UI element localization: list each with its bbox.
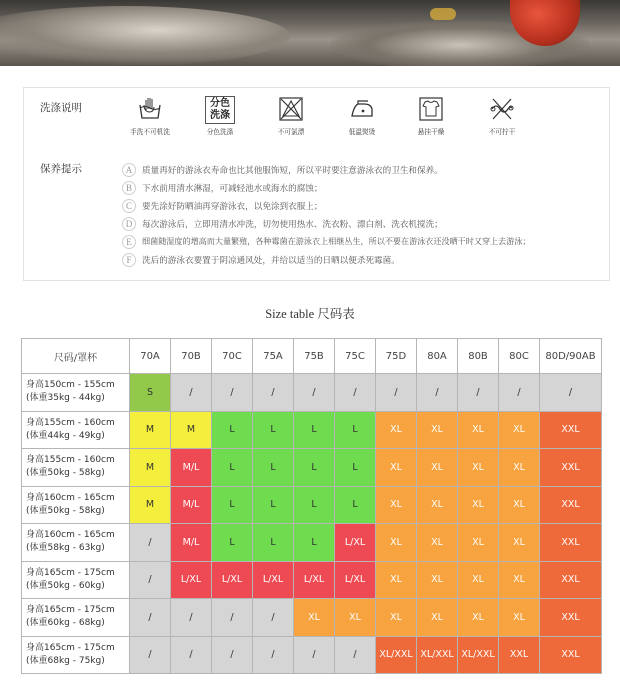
size-cell: L [335,449,376,487]
wash-icon-item [120,96,180,137]
size-cell: XL/XXL [417,636,458,674]
hero-photo [0,0,620,66]
cup-size-header: 80A [417,339,458,374]
size-cell: / [335,374,376,412]
row-label-cell [22,374,130,412]
size-cell: / [253,599,294,637]
icon-caption: 悬挂干燥 [417,128,445,136]
size-cell: L/XL [253,561,294,599]
size-cell: XL [417,486,458,524]
size-cell: XL [417,411,458,449]
size-table [21,338,602,674]
size-cell: L/XL [335,524,376,562]
weight-range: (体重68kg - 75kg) [26,655,105,666]
size-cell: / [212,374,253,412]
size-cell: XL [417,524,458,562]
size-table-row [22,449,602,487]
size-table-row [22,599,602,637]
height-range: 身高160cm - 165cm [26,530,115,541]
row-label-cell [22,411,130,449]
size-cell: XL [499,524,540,562]
size-table-row [22,561,602,599]
height-range: 身高155cm - 160cm [26,417,115,428]
tip-letter: C [122,199,136,213]
height-range: 身高165cm - 175cm [26,642,115,653]
size-cell: XL [376,561,417,599]
weight-range: (体重50kg - 58kg) [26,468,105,479]
icon-text: 分色 [210,98,230,109]
size-cell: L [212,486,253,524]
size-cell: XL [499,411,540,449]
size-table-row [22,636,602,674]
size-cell: XL [458,486,499,524]
size-cell: XL/XXL [458,636,499,674]
size-cell: XL [458,561,499,599]
size-cell: / [253,374,294,412]
size-cell: XL/XXL [376,636,417,674]
row-label-cell [22,599,130,637]
size-cell: / [376,374,417,412]
cup-size-header: 75C [335,339,376,374]
size-cell: XL [376,486,417,524]
size-cell: M/L [171,449,212,487]
weight-range: (体重44kg - 49kg) [26,430,105,441]
tip-text: 下水前用清水淋湿，可减轻池水或海水的腐蚀； [142,183,323,194]
tip-text: 质量再好的游泳衣寿命也比其他服饰短，所以平时要注意游泳衣的卫生和保养。 [142,165,443,176]
separate-wash-icon [205,96,235,124]
cup-size-header: 75D [376,339,417,374]
icon-text: 洗涤 [210,110,230,121]
row-label-cell [22,524,130,562]
size-cell: L/XL [171,561,212,599]
float-item [430,8,456,20]
size-cell: XXL [540,561,602,599]
size-cell: M/L [171,486,212,524]
wash-icon-item [332,96,392,137]
size-cell: / [212,599,253,637]
wash-icon-item [190,96,250,137]
size-cell: M [171,411,212,449]
size-cell: L/XL [335,561,376,599]
size-cell: L [212,524,253,562]
size-cell: / [130,561,171,599]
size-cell: / [540,374,602,412]
size-cell: L [294,411,335,449]
row-label-cell [22,486,130,524]
size-cell: / [335,636,376,674]
cup-size-header: 80B [458,339,499,374]
size-cell: XL [376,449,417,487]
weight-range: (体重50kg - 58kg) [26,505,105,516]
cup-size-header: 75A [253,339,294,374]
size-cell: / [458,374,499,412]
size-table-row [22,374,602,412]
care-tip [122,215,443,232]
care-instructions-panel [23,87,610,281]
care-tips-label: 保养提示 [40,163,82,175]
size-cell: XL [417,561,458,599]
height-range: 身高165cm - 175cm [26,605,115,616]
size-cell: M [130,449,171,487]
size-cell: XL [294,599,335,637]
size-cell: XL [417,599,458,637]
icon-caption: 分色洗涤 [206,128,234,136]
tip-letter: B [122,181,136,195]
size-cell: XL [499,599,540,637]
size-cell: L [294,486,335,524]
hand-wash-icon [137,96,163,122]
size-table-row [22,411,602,449]
size-cell: XL [458,524,499,562]
size-cell: L [294,449,335,487]
wash-instructions-label: 洗涤说明 [40,102,82,114]
size-cell: XL [376,411,417,449]
icon-caption: 不可氯漂 [277,128,305,136]
low-iron-icon [349,96,375,122]
size-cell: / [130,524,171,562]
water-wave [0,6,290,66]
height-range: 身高155cm - 160cm [26,455,115,466]
weight-range: (体重58kg - 63kg) [26,543,105,554]
size-cell: L [294,524,335,562]
size-table-header-row [22,339,602,374]
size-cell: L [335,486,376,524]
tip-text: 洗后的游泳衣要置于阴凉通风处，并给以适当的日晒以便杀死霉菌。 [142,255,400,266]
wash-icon-item [261,96,321,137]
cup-size-header: 75B [294,339,335,374]
size-cell: / [171,599,212,637]
wash-icon-item [401,96,461,137]
size-cell: L/XL [212,561,253,599]
size-cell: XL [458,411,499,449]
size-cell: / [130,599,171,637]
size-cell: L [253,486,294,524]
size-cell: / [294,636,335,674]
size-cell: M/L [171,524,212,562]
row-label-cell [22,561,130,599]
size-cell: / [130,636,171,674]
care-tip [122,233,531,250]
cup-size-header: 70C [212,339,253,374]
size-table-row [22,486,602,524]
size-cell: XXL [540,599,602,637]
height-range: 身高160cm - 165cm [26,492,115,503]
size-cell: XL [499,486,540,524]
cup-size-header: 80C [499,339,540,374]
height-range: 身高165cm - 175cm [26,567,115,578]
row-label-cell [22,449,130,487]
size-cell: XL [499,449,540,487]
row-label-cell [22,636,130,674]
height-range: 身高150cm - 155cm [26,380,115,391]
icon-caption: 手洗不可机洗 [130,128,170,136]
icon-caption: 不可拧干 [488,128,516,136]
size-cell: / [294,374,335,412]
size-cell: / [253,636,294,674]
tip-text: 要先涂好防晒油再穿游泳衣，以免涂到衣服上； [142,201,323,212]
wash-icon-item [472,96,532,137]
wash-icons [120,96,540,146]
cup-size-header: 70A [130,339,171,374]
tip-letter: A [122,163,136,177]
hang-dry-icon [418,96,444,122]
care-tip [122,251,400,268]
no-bleach-icon [278,96,304,122]
size-cell: XXL [540,486,602,524]
size-cell: M [130,411,171,449]
size-cell: XL [417,449,458,487]
size-cell: L [253,449,294,487]
tip-text: 每次游泳后，立即用清水冲洗，切勿使用热水、洗衣粉、漂白剂、洗衣机搅洗； [142,219,443,230]
size-cell: L/XL [294,561,335,599]
size-cell: XXL [499,636,540,674]
size-cell: L [335,411,376,449]
tip-letter: E [122,235,136,249]
size-cell: / [499,374,540,412]
size-cell: L [212,449,253,487]
tip-letter: D [122,217,136,231]
size-cell: M [130,486,171,524]
size-cell: XL [458,449,499,487]
size-table-row [22,524,602,562]
weight-range: (体重60kg - 68kg) [26,618,105,629]
weight-range: (体重35kg - 44kg) [26,393,105,404]
icon-caption: 低温熨烫 [348,128,376,136]
size-cell: / [417,374,458,412]
size-cell: XXL [540,524,602,562]
size-cell: XXL [540,636,602,674]
care-tip [122,161,443,178]
weight-range: (体重50kg - 60kg) [26,580,105,591]
size-cell: / [212,636,253,674]
size-cell: S [130,374,171,412]
size-cell: / [171,374,212,412]
size-table-corner-cell: 尺码/罩杯 [22,339,130,374]
care-tip [122,197,322,214]
size-cell: XL [376,599,417,637]
no-wring-icon [489,96,515,122]
cup-size-header: 80D/90AB [540,339,602,374]
size-cell: XXL [540,411,602,449]
size-cell: XL [335,599,376,637]
cup-size-header: 70B [171,339,212,374]
size-cell: L [253,411,294,449]
size-cell: / [171,636,212,674]
size-cell: XXL [540,449,602,487]
size-cell: XL [499,561,540,599]
size-cell: XL [376,524,417,562]
size-table-title: Size table 尺码表 [265,307,355,321]
size-cell: XL [458,599,499,637]
tip-text: 细菌随湿度的增高而大量繁殖，各种霉菌在游泳衣上相继丛生，所以不要在游泳衣还没晒干时又穿上去游泳； [142,236,531,246]
size-cell: L [212,411,253,449]
care-tip [122,179,322,196]
size-cell: L [253,524,294,562]
tip-letter: F [122,253,136,267]
